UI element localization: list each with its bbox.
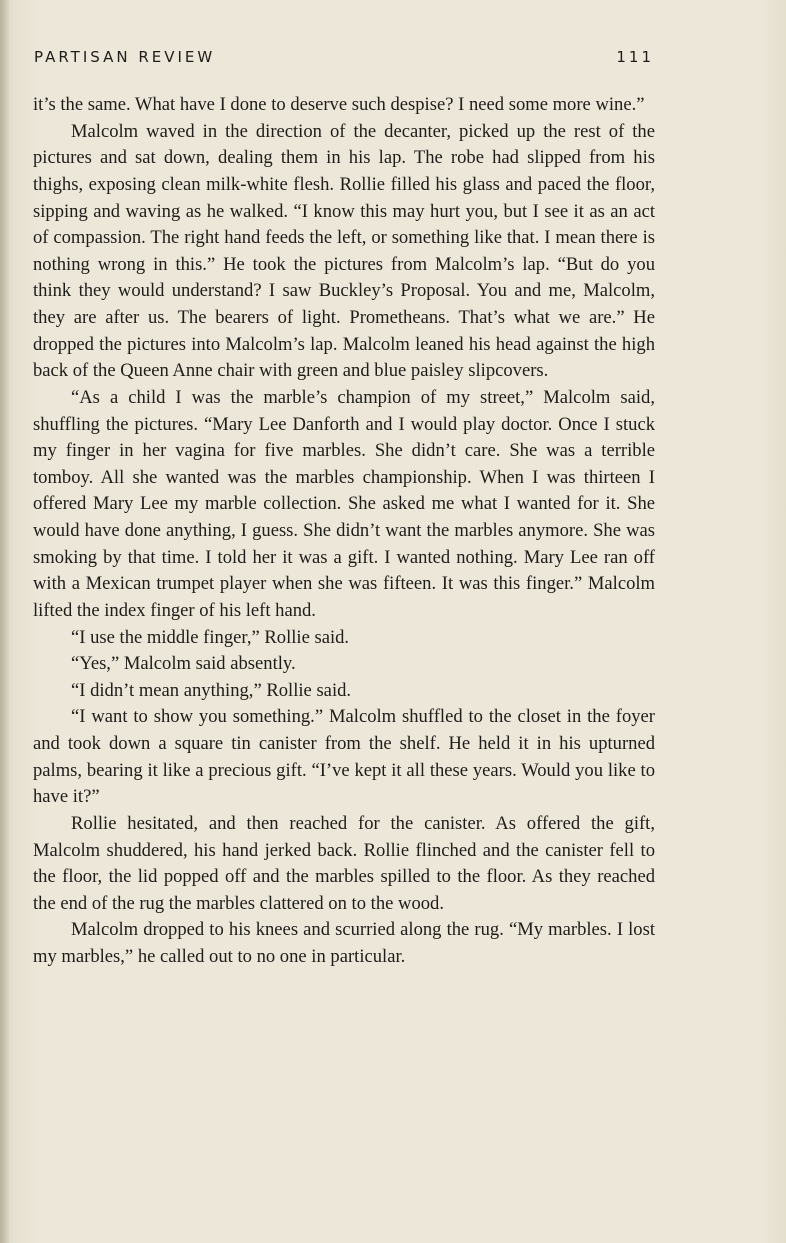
paragraph: Malcolm waved in the direction of the decanter, picked up the rest of the pictures and sat down, dealing them in his lap. The robe had slipped from his thighs, exposing clean milk-white flesh. Rollie filled his glass and paced the floor, sipping and waving as he walked. “I know this may hurt you, but I see it as an act of compassion. The right hand feeds the left, or something like that. I mean there is nothing wrong in this.” He took the pictures from Malcolm’s lap. “But do you think they would understand? I saw Buckley’s Proposal. You and me, Malcolm, they are after us. The bearers of light. Prometheans. That’s what we are.” He dropped the pictures into Malcolm’s lap. Malcolm leaned his head against the high back of the Queen Anne chair with green and blue paisley slipcovers. bbox=[33, 120, 655, 382]
body-text bbox=[33, 92, 655, 971]
page-number: 111 bbox=[616, 48, 654, 66]
paragraph: Rollie hesitated, and then reached for the canister. As offered the gift, Malcolm shuddered, his hand jerked back. Rollie flinched and the canister fell to the floor, the lid popped off and the marbles spilled to the floor. As they reached the end of the rug the marbles clattered on to the wood. bbox=[33, 812, 655, 914]
paragraph: “Yes,” Malcolm said absently. bbox=[71, 653, 296, 675]
page-header bbox=[34, 48, 654, 70]
paragraph: it’s the same. What have I done to deserve such despise? I need some more wine.” bbox=[33, 94, 645, 115]
paragraph: “I use the middle finger,” Rollie said. bbox=[71, 626, 350, 648]
paragraph: “I want to show you something.” Malcolm shuffled to the closet in the foyer and took down a square tin canister from the shelf. He held it in his upturned palms, bearing it like a precious gift. “I’ve kept it all these years. Would you like to have it?” bbox=[33, 706, 655, 808]
running-head: PARTISAN REVIEW bbox=[34, 48, 216, 66]
paragraph: Malcolm dropped to his knees and scurried along the rug. “My marbles. I lost my marbles,” he called out to no one in particular. bbox=[33, 919, 655, 967]
binding-gutter bbox=[0, 0, 10, 1243]
paragraph: “I didn’t mean anything,” Rollie said. bbox=[71, 679, 352, 701]
paragraph: “As a child I was the marble’s champion of my street,” Malcolm said, shuffling the pictures. “Mary Lee Danforth and I would play doctor. Once I stuck my finger in her vagina for five marbles. She didn’t care. She was a terrible tomboy. All she wanted was the marbles championship. When I was thirteen I offered Mary Lee my marble collection. She asked me what I wanted for it. She would have done anything, I guess. She didn’t want the marbles anymore. She was smoking by that time. I told her it was a gift. I wanted nothing. Mary Lee ran off with a Mexican trumpet player when she was fifteen. It was this finger.” Malcolm lifted the index finger of his left hand. bbox=[33, 386, 655, 621]
